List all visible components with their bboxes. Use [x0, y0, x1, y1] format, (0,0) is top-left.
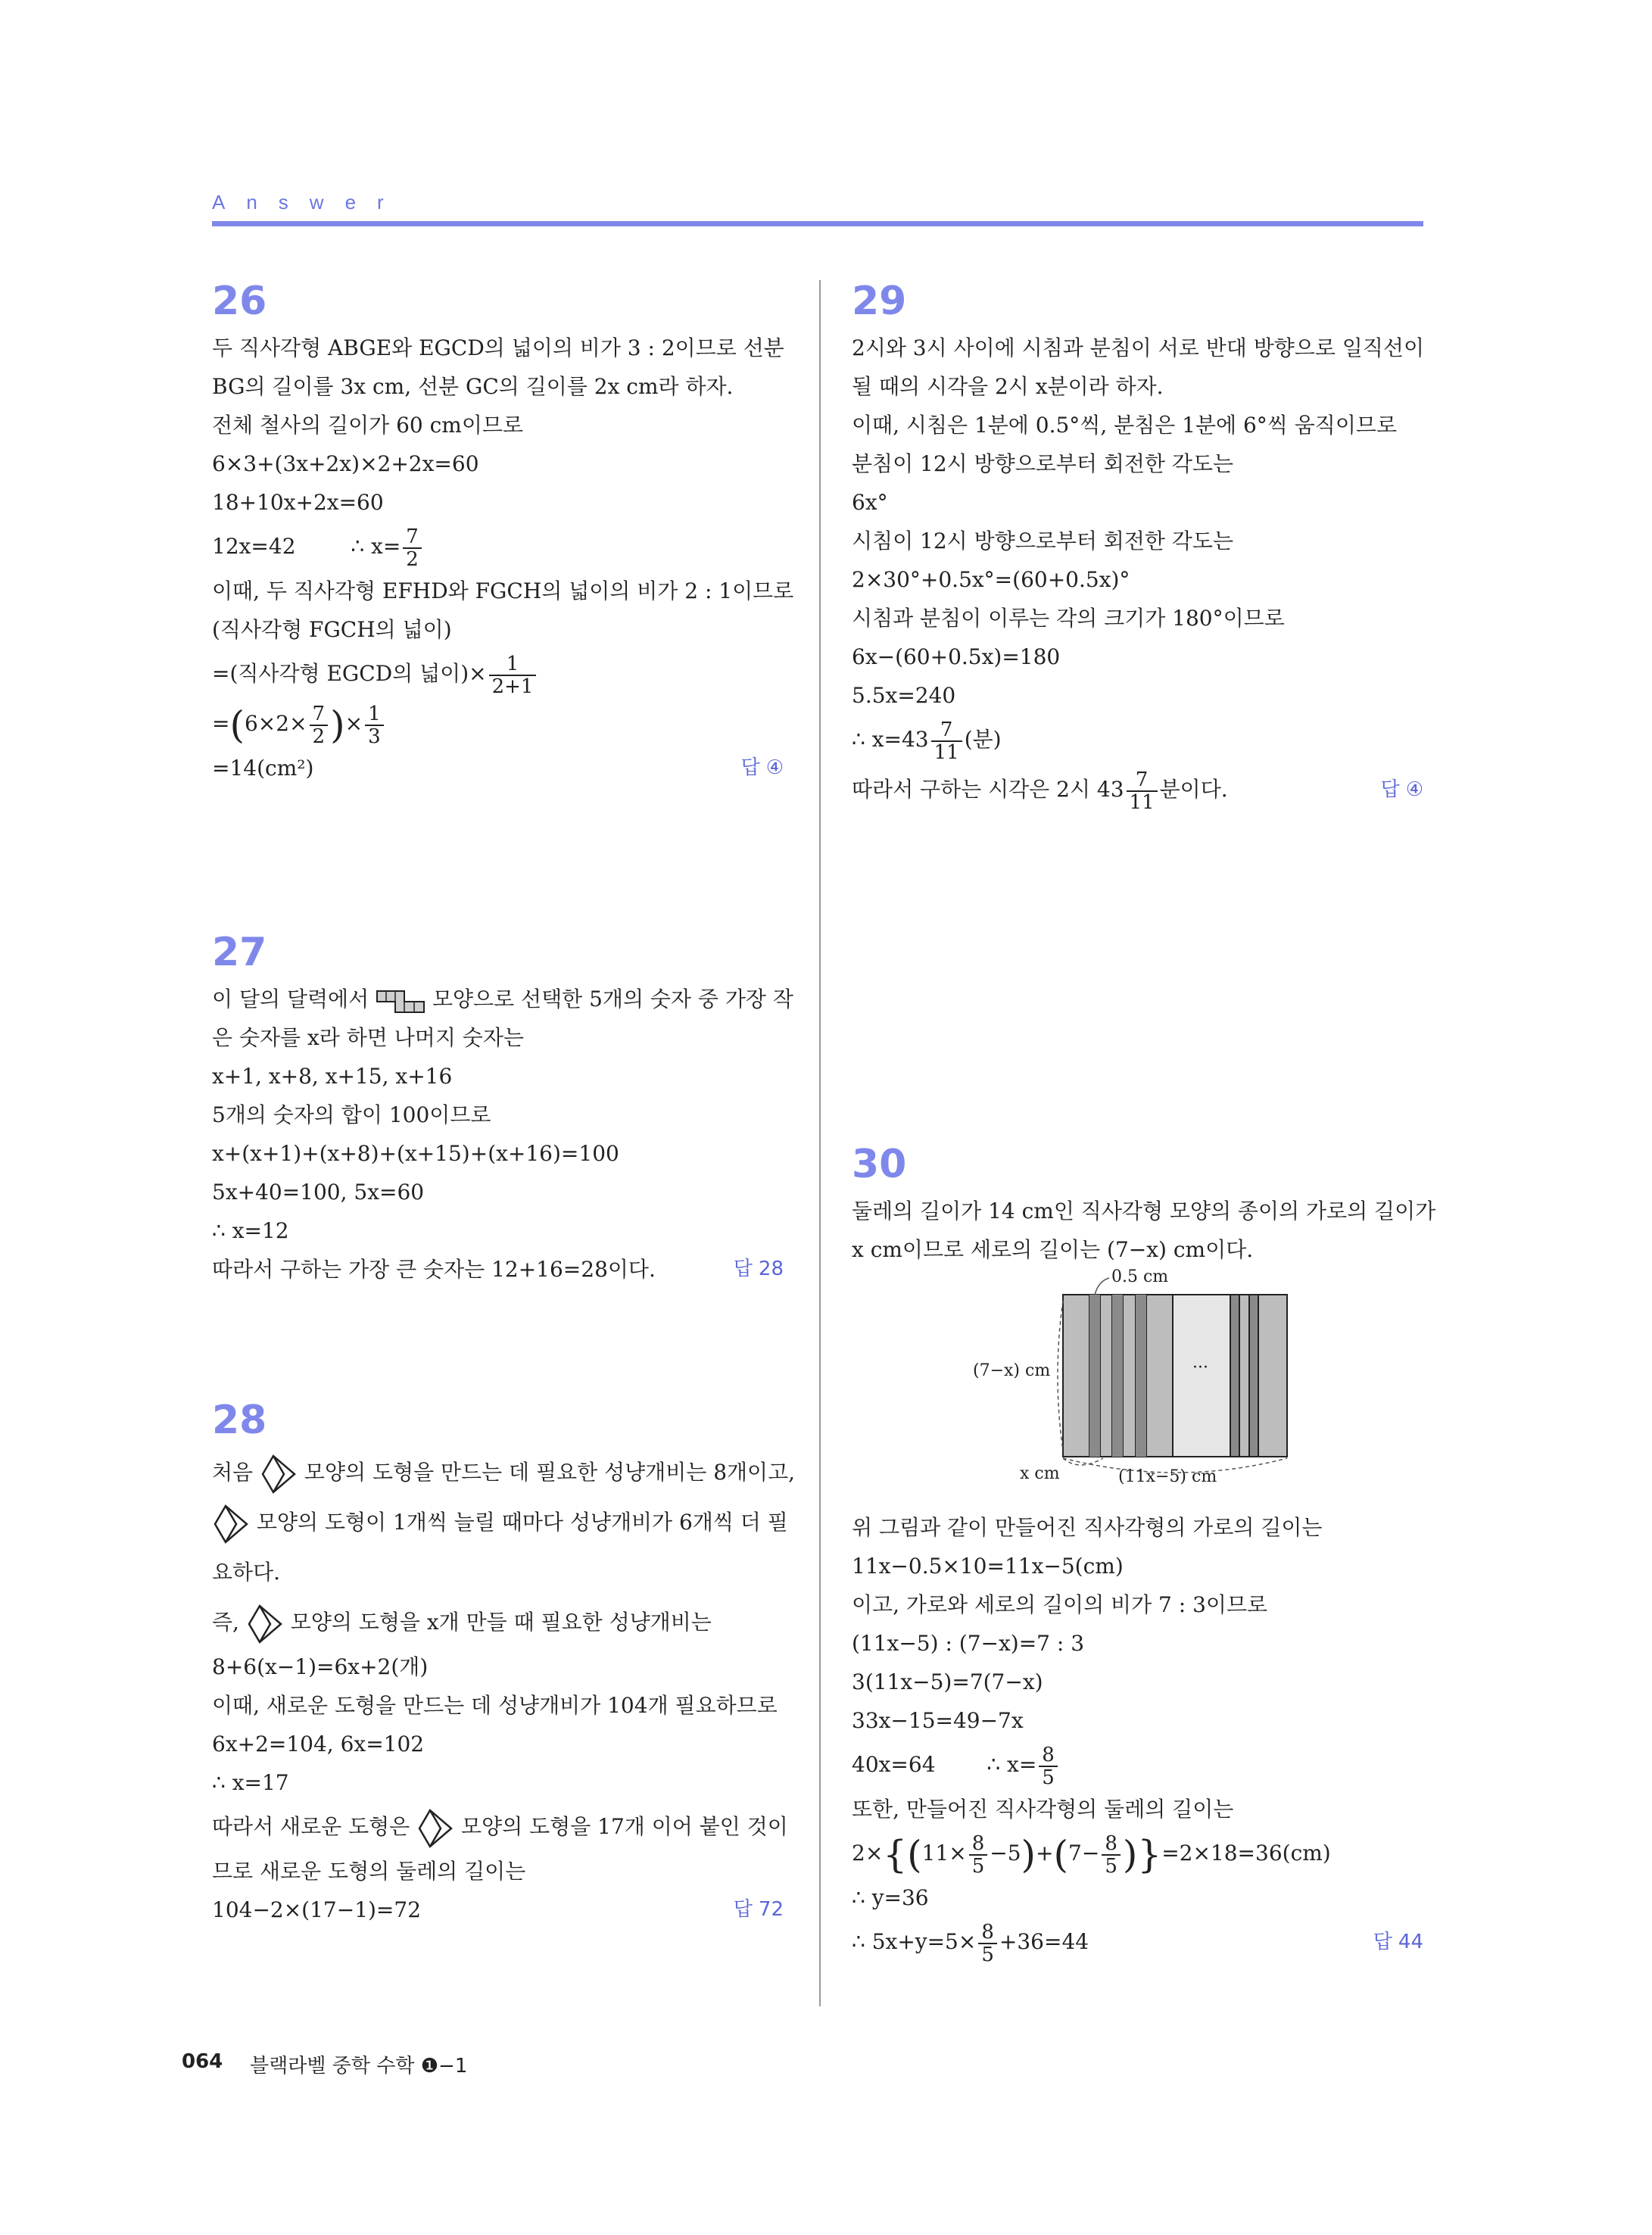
text: 따라서 구하는 시각은 2시 43: [852, 777, 1124, 802]
numerator: 8: [978, 1922, 997, 1944]
denominator: 11: [934, 740, 959, 764]
numerator: 1: [365, 703, 384, 726]
answer-label: 답: [1373, 1931, 1392, 1953]
matchstick-shape-icon: [212, 1501, 250, 1547]
answer-value: 72: [758, 1898, 784, 1921]
problem-number: 30: [852, 1142, 907, 1187]
text-line: 이고, 가로와 세로의 길이의 비가 7 : 3이므로: [852, 1592, 1268, 1617]
equation-line: 2×30°+0.5x°=(60+0.5x)°: [852, 567, 1130, 592]
equation-line: [212, 749, 784, 787]
numerator: 1: [489, 653, 537, 676]
paper-strip-figure: [852, 1269, 1423, 1508]
answer-tag: [734, 1891, 784, 1929]
equation-text: 6×2×: [244, 711, 307, 736]
equation-line: x+1, x+8, x+15, x+16: [212, 1064, 453, 1089]
fraction: [310, 703, 329, 747]
equation-text: ∴ 5x+y=5×: [852, 1929, 977, 1954]
text: 따라서 새로운 도형은: [212, 1814, 410, 1839]
equation-line: [852, 1828, 1423, 1878]
text-line: 2시와 3시 사이에 시침과 분침이 서로 반대 방향으로 일직선이: [852, 335, 1424, 360]
text: 모양의 도형이 1개씩 늘릴 때마다 성냥개비가 6개씩 더 필: [256, 1510, 788, 1535]
equation-line: [212, 1891, 784, 1929]
equation-line: 5x+40=100, 5x=60: [212, 1180, 425, 1205]
book-title: 블랙라벨 중학 수학 ❶−1: [250, 2055, 468, 2078]
denominator: 5: [971, 1854, 985, 1878]
equation-line: 3(11x−5)=7(7−x): [852, 1669, 1043, 1694]
problem-26: [212, 279, 794, 787]
answer-tag: [1373, 1917, 1423, 1967]
paren-open: (: [229, 703, 245, 747]
brace-close: }: [1137, 1832, 1162, 1877]
text-line: [212, 1498, 788, 1548]
problem-number: 27: [212, 930, 267, 975]
equation-text: 104−2×(17−1)=72: [212, 1897, 422, 1922]
text-line: [852, 765, 1423, 815]
answer-label: 답: [1380, 778, 1400, 801]
figure-label-paper-width: x cm: [1020, 1464, 1060, 1483]
text: 처음: [212, 1460, 254, 1485]
equation-text: +36=44: [999, 1929, 1089, 1954]
equation-text: −5: [990, 1841, 1021, 1866]
text: 이 달의 달력에서: [212, 987, 369, 1012]
numerator: 8: [1102, 1833, 1121, 1856]
text-line: 될 때의 시각을 2시 x분이라 하자.: [852, 374, 1164, 399]
problem-27: [212, 930, 793, 1289]
equation-text: =14(cm²): [212, 756, 314, 781]
numerator: 7: [310, 703, 329, 726]
text-line: 둘레의 길이가 14 cm인 직사각형 모양의 종이의 가로의 길이가: [852, 1199, 1436, 1223]
equation-text: ∴ x=: [987, 1752, 1037, 1777]
fraction: [1127, 769, 1158, 813]
fraction: [978, 1922, 997, 1965]
text: 모양의 도형을 x개 만들 때 필요한 성냥개비는: [290, 1610, 712, 1635]
text-line: [212, 980, 793, 1018]
problem-number: 28: [212, 1398, 267, 1443]
answer-tag: [1381, 765, 1423, 815]
equation-line: [852, 715, 1423, 765]
equation-line: 18+10x+2x=60: [212, 490, 384, 515]
equation-line: ∴ x=12: [212, 1218, 289, 1243]
equation-text: ∴ x=: [351, 534, 401, 559]
equation-text: 11×: [921, 1841, 967, 1866]
paren-close: ): [1021, 1832, 1036, 1877]
equation-line: [852, 1740, 1423, 1790]
text-line: [212, 1448, 796, 1498]
equation-line: [212, 522, 784, 572]
text-line: 시침과 분침이 이루는 각의 크기가 180°이므로: [852, 606, 1285, 631]
text-line: (직사각형 FGCH의 넓이): [212, 617, 452, 642]
text-line: 므로 새로운 도형의 둘레의 길이는: [212, 1859, 526, 1884]
text: 분이다.: [1159, 777, 1228, 802]
text: 따라서 구하는 가장 큰 숫자는 12+16=28이다.: [212, 1257, 656, 1282]
figure-label-total-width: (11x−5) cm: [1118, 1467, 1217, 1486]
answer-value: 44: [1398, 1931, 1423, 1953]
equation-line: [212, 649, 784, 699]
answer-label: 답: [740, 756, 760, 779]
text-line: 이때, 시침은 1분에 0.5°씩, 분침은 1분에 6°씩 움직이므로: [852, 413, 1397, 438]
text: 모양의 도형을 만드는 데 필요한 성냥개비는 8개이고,: [304, 1460, 796, 1485]
equation-line: 6x+2=104, 6x=102: [212, 1732, 425, 1757]
paren-close: ): [330, 703, 345, 747]
answer-label: 답: [733, 1258, 753, 1280]
fraction: [365, 703, 384, 747]
numerator: 8: [969, 1833, 988, 1856]
denominator: 2: [406, 547, 419, 571]
denominator: 11: [1129, 790, 1155, 814]
equation-text: (분): [964, 727, 1002, 752]
text-line: [212, 1802, 788, 1852]
page-number: 064: [182, 2050, 223, 2073]
text: 즉,: [212, 1610, 239, 1635]
figure-ellipsis: ···: [1192, 1358, 1208, 1377]
equation-text: =(직사각형 EGCD의 넓이)×: [212, 661, 487, 686]
equation-line: 6×3+(3x+2x)×2+2x=60: [212, 451, 479, 476]
equation-text: ×: [344, 711, 363, 736]
text-line: 시침이 12시 방향으로부터 회전한 각도는: [852, 528, 1234, 553]
column-divider: [819, 280, 821, 2006]
equation-text: 12x=42: [212, 534, 296, 559]
figure-label-strip-width: 0.5 cm: [1111, 1267, 1169, 1286]
fraction: [1102, 1833, 1121, 1877]
equation-line: ∴ y=36: [852, 1885, 929, 1910]
text-line: 분침이 12시 방향으로부터 회전한 각도는: [852, 451, 1234, 476]
matchstick-shape-icon: [260, 1451, 298, 1497]
matchstick-shape-icon: [246, 1601, 284, 1647]
text: 모양으로 선택한 5개의 숫자 중 가장 작: [432, 987, 793, 1012]
header-rule: [212, 221, 1423, 226]
paren-open: (: [907, 1832, 922, 1877]
equation-line: 6x°: [852, 490, 888, 515]
denominator: 5: [1042, 1766, 1055, 1789]
fraction: [489, 653, 537, 697]
problem-30: [852, 1142, 1436, 1967]
problem-number: 29: [852, 279, 907, 324]
text-line: BG의 길이를 3x cm, 선분 GC의 길이를 2x cm라 하자.: [212, 374, 734, 399]
denominator: 2+1: [491, 675, 534, 698]
equation-line: 33x−15=49−7x: [852, 1708, 1024, 1733]
brace-open: {: [883, 1832, 908, 1877]
fraction: [403, 526, 422, 570]
text: 모양의 도형을 17개 이어 붙인 것이: [461, 1814, 788, 1839]
equation-line: 6x−(60+0.5x)=180: [852, 644, 1061, 669]
text-line: 이때, 두 직사각형 EFHD와 FGCH의 넓이의 비가 2 : 1이므로: [212, 578, 794, 603]
answer-value: ④: [765, 756, 784, 779]
answer-tag: [741, 749, 784, 787]
problem-29: [852, 279, 1423, 815]
text-line: 5개의 숫자의 합이 100이므로: [212, 1102, 491, 1127]
equation-line: x+(x+1)+(x+8)+(x+15)+(x+16)=100: [212, 1141, 619, 1166]
text-line: [212, 1250, 784, 1289]
text-line: 전체 철사의 길이가 60 cm이므로: [212, 413, 523, 438]
numerator: 7: [403, 526, 422, 549]
equation-line: [852, 1917, 1423, 1967]
equation-text: 2×: [852, 1841, 884, 1866]
equation-text: +: [1036, 1841, 1054, 1866]
section-header-label: Answer: [212, 191, 405, 214]
denominator: 5: [981, 1943, 994, 1966]
equation-line: [212, 699, 784, 749]
answer-label: 답: [733, 1898, 753, 1921]
numerator: 7: [1127, 769, 1158, 792]
problem-number: 26: [212, 279, 267, 324]
matchstick-shape-icon: [416, 1806, 454, 1851]
text-line: x cm이므로 세로의 길이는 (7−x) cm이다.: [852, 1237, 1254, 1262]
equation-line: 11x−0.5×10=11x−5(cm): [852, 1554, 1124, 1579]
text-line: 은 숫자를 x라 하면 나머지 숫자는: [212, 1025, 524, 1050]
answer-tag: [734, 1250, 784, 1289]
equation-text: ∴ x=43: [852, 727, 929, 752]
answer-value: 28: [758, 1258, 784, 1280]
denominator: 3: [368, 725, 381, 748]
text-line: 요하다.: [212, 1560, 281, 1585]
equation-text: =: [212, 711, 230, 736]
fraction: [931, 719, 962, 763]
numerator: 7: [931, 719, 962, 742]
calendar-step-shape-icon: [376, 988, 425, 1014]
text-line: 또한, 만들어진 직사각형의 둘레의 길이는: [852, 1797, 1234, 1822]
text-line: 두 직사각형 ABGE와 EGCD의 넓이의 비가 3 : 2이므로 선분: [212, 335, 784, 360]
fraction: [1039, 1744, 1058, 1788]
figure-label-height: (7−x) cm: [973, 1361, 1051, 1380]
equation-line: ∴ x=17: [212, 1770, 289, 1795]
equation-line: 5.5x=240: [852, 683, 956, 708]
equation-text: =2×18=36(cm): [1161, 1841, 1331, 1866]
text-line: 이때, 새로운 도형을 만드는 데 성냥개비가 104개 필요하므로: [212, 1693, 778, 1718]
equation-line: 8+6(x−1)=6x+2(개): [212, 1654, 429, 1679]
paren-open: (: [1053, 1832, 1069, 1877]
denominator: 2: [312, 725, 326, 748]
fraction: [969, 1833, 988, 1877]
paren-close: ): [1122, 1832, 1138, 1877]
answer-value: ④: [1405, 778, 1423, 801]
text-line: [212, 1598, 784, 1647]
equation-text: 7−: [1068, 1841, 1100, 1866]
text-line: 위 그림과 같이 만들어진 직사각형의 가로의 길이는: [852, 1515, 1323, 1540]
problem-28: [212, 1398, 796, 1929]
equation-line: (11x−5) : (7−x)=7 : 3: [852, 1631, 1085, 1656]
numerator: 8: [1039, 1744, 1058, 1767]
equation-text: 40x=64: [852, 1752, 936, 1777]
denominator: 5: [1105, 1854, 1117, 1878]
